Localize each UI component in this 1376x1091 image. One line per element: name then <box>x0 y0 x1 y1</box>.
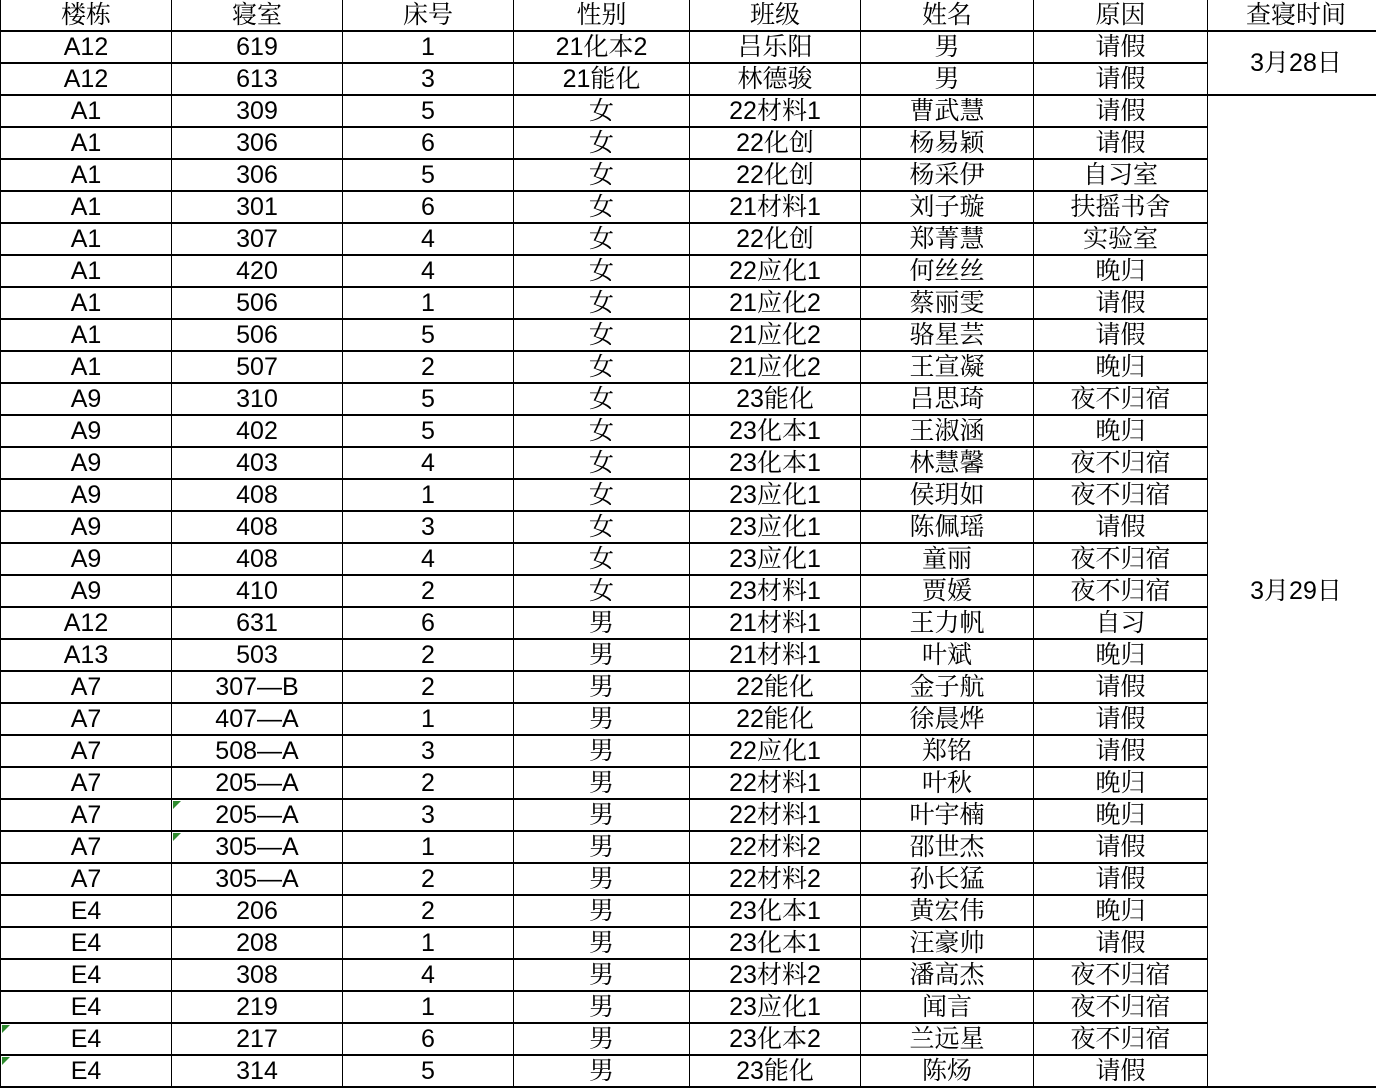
cell-class[interactable]: 22能化 <box>690 703 861 735</box>
cell-gender[interactable]: 女 <box>514 415 690 447</box>
table-row <box>1 831 1376 863</box>
cell-reason[interactable]: 请假 <box>1034 95 1208 127</box>
cell-class[interactable]: 23应化1 <box>690 479 861 511</box>
table-row <box>1 479 1376 511</box>
cell-bed[interactable]: 6 <box>343 127 514 159</box>
cell-name[interactable]: 王淑涵 <box>861 415 1034 447</box>
cell-class[interactable]: 21材料1 <box>690 639 861 671</box>
cell-gender[interactable]: 男 <box>514 799 690 831</box>
cell-class[interactable]: 22材料2 <box>690 863 861 895</box>
cell-name[interactable]: 王宣凝 <box>861 351 1034 383</box>
table-row <box>1 703 1376 735</box>
cell-gender[interactable]: 男 <box>514 959 690 991</box>
cell-building[interactable]: A9 <box>1 575 172 607</box>
cell-gender[interactable]: 女 <box>514 511 690 543</box>
cell-class[interactable]: 22材料1 <box>690 767 861 799</box>
cell-error-indicator-icon <box>173 833 181 841</box>
cell-room[interactable]: 310 <box>172 383 343 415</box>
table-row <box>1 31 1376 63</box>
cell-gender[interactable]: 女 <box>514 543 690 575</box>
cell-class[interactable]: 吕乐阳 <box>690 31 861 63</box>
cell-class[interactable]: 22化创 <box>690 223 861 255</box>
cell-class[interactable]: 22能化 <box>690 671 861 703</box>
table-row <box>1 639 1376 671</box>
cell-reason[interactable]: 晚归 <box>1034 639 1208 671</box>
table-row <box>1 223 1376 255</box>
cell-gender[interactable]: 21化本2 <box>514 31 690 63</box>
cell-building[interactable]: E4 <box>1 1055 172 1087</box>
cell-room[interactable]: 420 <box>172 255 343 287</box>
cell-class[interactable]: 23应化1 <box>690 543 861 575</box>
cell-class[interactable]: 22材料1 <box>690 95 861 127</box>
cell-room[interactable]: 301 <box>172 191 343 223</box>
cell-room[interactable]: 631 <box>172 607 343 639</box>
cell-bed[interactable]: 4 <box>343 543 514 575</box>
column-header-room[interactable]: 寝室 <box>172 0 343 31</box>
cell-gender[interactable]: 男 <box>514 831 690 863</box>
cell-class[interactable]: 22材料1 <box>690 799 861 831</box>
cell-class[interactable]: 23化本2 <box>690 1023 861 1055</box>
cell-reason[interactable]: 请假 <box>1034 287 1208 319</box>
cell-bed[interactable]: 3 <box>343 63 514 95</box>
cell-bed[interactable]: 6 <box>343 607 514 639</box>
cell-building[interactable]: A13 <box>1 639 172 671</box>
cell-gender[interactable]: 女 <box>514 575 690 607</box>
cell-room[interactable]: 407—A <box>172 703 343 735</box>
cell-room[interactable]: 306 <box>172 127 343 159</box>
cell-name[interactable]: 孙长猛 <box>861 863 1034 895</box>
cell-room[interactable]: 503 <box>172 639 343 671</box>
table-row <box>1 607 1376 639</box>
table-header <box>1 0 1376 31</box>
cell-reason[interactable]: 请假 <box>1034 863 1208 895</box>
table-row <box>1 415 1376 447</box>
cell-room[interactable]: 408 <box>172 511 343 543</box>
table-row <box>1 543 1376 575</box>
cell-gender[interactable]: 女 <box>514 95 690 127</box>
cell-building[interactable]: A1 <box>1 159 172 191</box>
cell-bed[interactable]: 5 <box>343 415 514 447</box>
cell-bed[interactable]: 4 <box>343 959 514 991</box>
cell-reason[interactable]: 夜不归宿 <box>1034 383 1208 415</box>
cell-reason[interactable]: 夜不归宿 <box>1034 991 1208 1023</box>
cell-building[interactable]: A1 <box>1 351 172 383</box>
cell-reason[interactable]: 扶摇书舍 <box>1034 191 1208 223</box>
cell-room[interactable]: 307 <box>172 223 343 255</box>
cell-room[interactable]: 308 <box>172 959 343 991</box>
cell-bed[interactable]: 4 <box>343 223 514 255</box>
cell-room[interactable]: 408 <box>172 543 343 575</box>
table-row <box>1 1023 1376 1055</box>
cell-gender[interactable]: 男 <box>514 1023 690 1055</box>
cell-building[interactable]: E4 <box>1 991 172 1023</box>
cell-bed[interactable]: 3 <box>343 511 514 543</box>
cell-bed[interactable]: 2 <box>343 863 514 895</box>
cell-name[interactable]: 王力帆 <box>861 607 1034 639</box>
cell-error-indicator-icon <box>173 801 181 809</box>
cell-gender[interactable]: 女 <box>514 351 690 383</box>
cell-gender[interactable]: 男 <box>514 735 690 767</box>
cell-class[interactable]: 23材料2 <box>690 959 861 991</box>
cell-bed[interactable]: 5 <box>343 159 514 191</box>
table-row <box>1 671 1376 703</box>
cell-class[interactable]: 23化本1 <box>690 415 861 447</box>
table-row <box>1 255 1376 287</box>
cell-building[interactable]: A9 <box>1 479 172 511</box>
cell-bed[interactable]: 6 <box>343 191 514 223</box>
cell-building[interactable]: A1 <box>1 223 172 255</box>
cell-building[interactable]: A9 <box>1 415 172 447</box>
cell-reason[interactable]: 夜不归宿 <box>1034 447 1208 479</box>
cell-room[interactable]: 217 <box>172 1023 343 1055</box>
cell-building[interactable]: A1 <box>1 255 172 287</box>
cell-gender[interactable]: 男 <box>514 895 690 927</box>
cell-bed[interactable]: 2 <box>343 671 514 703</box>
cell-name[interactable]: 黄宏伟 <box>861 895 1034 927</box>
cell-name[interactable]: 林慧馨 <box>861 447 1034 479</box>
cell-room[interactable]: 305—A <box>172 831 343 863</box>
cell-gender[interactable]: 男 <box>514 1055 690 1087</box>
cell-gender[interactable]: 女 <box>514 383 690 415</box>
cell-room[interactable]: 305—A <box>172 863 343 895</box>
cell-bed[interactable]: 1 <box>343 479 514 511</box>
column-header-reason[interactable]: 原因 <box>1034 0 1208 31</box>
cell-reason[interactable]: 请假 <box>1034 927 1208 959</box>
column-header-name[interactable]: 姓名 <box>861 0 1034 31</box>
cell-class[interactable]: 21应化2 <box>690 319 861 351</box>
cell-name[interactable]: 蔡丽雯 <box>861 287 1034 319</box>
cell-reason[interactable]: 实验室 <box>1034 223 1208 255</box>
cell-bed[interactable]: 5 <box>343 1055 514 1087</box>
cell-building[interactable]: A7 <box>1 831 172 863</box>
cell-room[interactable]: 205—A <box>172 767 343 799</box>
cell-class[interactable]: 林德骏 <box>690 63 861 95</box>
cell-reason[interactable]: 请假 <box>1034 671 1208 703</box>
cell-name[interactable]: 徐晨烨 <box>861 703 1034 735</box>
cell-reason[interactable]: 请假 <box>1034 703 1208 735</box>
cell-bed[interactable]: 1 <box>343 31 514 63</box>
cell-class[interactable]: 23化本1 <box>690 895 861 927</box>
table-row <box>1 895 1376 927</box>
cell-building[interactable]: E4 <box>1 895 172 927</box>
cell-building[interactable]: A12 <box>1 607 172 639</box>
cell-reason[interactable]: 请假 <box>1034 511 1208 543</box>
cell-room[interactable]: 506 <box>172 287 343 319</box>
cell-class[interactable]: 23能化 <box>690 383 861 415</box>
cell-name[interactable]: 郑菁慧 <box>861 223 1034 255</box>
table-row <box>1 319 1376 351</box>
cell-room[interactable]: 508—A <box>172 735 343 767</box>
cell-building[interactable]: E4 <box>1 959 172 991</box>
table-row <box>1 95 1376 127</box>
cell-reason[interactable]: 请假 <box>1034 319 1208 351</box>
table-row <box>1 511 1376 543</box>
cell-room[interactable]: 306 <box>172 159 343 191</box>
cell-room[interactable]: 408 <box>172 479 343 511</box>
table-row <box>1 159 1376 191</box>
cell-gender[interactable]: 女 <box>514 447 690 479</box>
cell-bed[interactable]: 1 <box>343 927 514 959</box>
table-row <box>1 959 1376 991</box>
cell-class[interactable]: 22化创 <box>690 159 861 191</box>
cell-class[interactable]: 22应化1 <box>690 735 861 767</box>
cell-class[interactable]: 23材料1 <box>690 575 861 607</box>
cell-reason[interactable]: 晚归 <box>1034 351 1208 383</box>
cell-bed[interactable]: 6 <box>343 1023 514 1055</box>
column-header-gender[interactable]: 性别 <box>514 0 690 31</box>
cell-class[interactable]: 23应化1 <box>690 511 861 543</box>
cell-reason[interactable]: 晚归 <box>1034 767 1208 799</box>
cell-name[interactable]: 杨易颖 <box>861 127 1034 159</box>
cell-building[interactable]: A9 <box>1 447 172 479</box>
table-row <box>1 863 1376 895</box>
cell-gender[interactable]: 女 <box>514 479 690 511</box>
cell-gender[interactable]: 女 <box>514 255 690 287</box>
cell-building[interactable]: E4 <box>1 1023 172 1055</box>
cell-name[interactable]: 杨采伊 <box>861 159 1034 191</box>
table-row <box>1 447 1376 479</box>
cell-room[interactable]: 309 <box>172 95 343 127</box>
cell-building[interactable]: A1 <box>1 95 172 127</box>
cell-gender[interactable]: 女 <box>514 287 690 319</box>
cell-name[interactable]: 侯玥如 <box>861 479 1034 511</box>
cell-gender[interactable]: 男 <box>514 703 690 735</box>
cell-name[interactable]: 金子航 <box>861 671 1034 703</box>
cell-name[interactable]: 叶秋 <box>861 767 1034 799</box>
table-row <box>1 191 1376 223</box>
cell-reason[interactable]: 夜不归宿 <box>1034 543 1208 575</box>
table-row <box>1 63 1376 95</box>
cell-name[interactable]: 何丝丝 <box>861 255 1034 287</box>
table-row <box>1 799 1376 831</box>
cell-gender[interactable]: 男 <box>514 767 690 799</box>
column-header-class[interactable]: 班级 <box>690 0 861 31</box>
cell-name[interactable]: 男 <box>861 31 1034 63</box>
cell-name[interactable]: 叶斌 <box>861 639 1034 671</box>
cell-room[interactable]: 507 <box>172 351 343 383</box>
cell-reason[interactable]: 请假 <box>1034 735 1208 767</box>
cell-name[interactable]: 叶宇楠 <box>861 799 1034 831</box>
table-row <box>1 575 1376 607</box>
cell-gender[interactable]: 女 <box>514 159 690 191</box>
table-row <box>1 127 1376 159</box>
cell-building[interactable]: A1 <box>1 127 172 159</box>
cell-building[interactable]: A7 <box>1 735 172 767</box>
cell-reason[interactable]: 请假 <box>1034 31 1208 63</box>
cell-bed[interactable]: 4 <box>343 447 514 479</box>
cell-building[interactable]: A1 <box>1 191 172 223</box>
cell-room[interactable]: 506 <box>172 319 343 351</box>
cell-room[interactable]: 307—B <box>172 671 343 703</box>
cell-gender[interactable]: 男 <box>514 927 690 959</box>
cell-name[interactable]: 陈炀 <box>861 1055 1034 1087</box>
table-row <box>1 383 1376 415</box>
cell-building[interactable]: E4 <box>1 927 172 959</box>
cell-room[interactable]: 208 <box>172 927 343 959</box>
cell-room[interactable]: 205—A <box>172 799 343 831</box>
cell-reason[interactable]: 晚归 <box>1034 255 1208 287</box>
cell-reason[interactable]: 夜不归宿 <box>1034 1023 1208 1055</box>
cell-room[interactable]: 613 <box>172 63 343 95</box>
cell-building[interactable]: A1 <box>1 319 172 351</box>
cell-name[interactable]: 刘子璇 <box>861 191 1034 223</box>
cell-name[interactable]: 汪豪帅 <box>861 927 1034 959</box>
table-body <box>1 31 1376 1087</box>
column-header-check-time[interactable]: 查寝时间 <box>1208 0 1376 31</box>
cell-class[interactable]: 22化创 <box>690 127 861 159</box>
cell-class[interactable]: 22应化1 <box>690 255 861 287</box>
cell-name[interactable]: 男 <box>861 63 1034 95</box>
cell-name[interactable]: 闻言 <box>861 991 1034 1023</box>
cell-room[interactable]: 403 <box>172 447 343 479</box>
cell-reason[interactable]: 晚归 <box>1034 799 1208 831</box>
cell-class[interactable]: 21应化2 <box>690 351 861 383</box>
cell-class[interactable]: 23化本1 <box>690 447 861 479</box>
cell-bed[interactable]: 1 <box>343 287 514 319</box>
cell-bed[interactable]: 5 <box>343 319 514 351</box>
cell-bed[interactable]: 2 <box>343 351 514 383</box>
cell-name[interactable]: 郑铭 <box>861 735 1034 767</box>
cell-name[interactable]: 曹武慧 <box>861 95 1034 127</box>
cell-bed[interactable]: 2 <box>343 639 514 671</box>
cell-name[interactable]: 陈佩瑶 <box>861 511 1034 543</box>
cell-building[interactable]: A12 <box>1 31 172 63</box>
cell-building[interactable]: A7 <box>1 799 172 831</box>
cell-bed[interactable]: 2 <box>343 767 514 799</box>
cell-building[interactable]: A7 <box>1 863 172 895</box>
cell-class[interactable]: 21材料1 <box>690 191 861 223</box>
column-header-bed[interactable]: 床号 <box>343 0 514 31</box>
cell-gender[interactable]: 女 <box>514 127 690 159</box>
cell-building[interactable]: A7 <box>1 767 172 799</box>
cell-class[interactable]: 23应化1 <box>690 991 861 1023</box>
table-row <box>1 351 1376 383</box>
column-header-building[interactable]: 楼栋 <box>1 0 172 31</box>
cell-name[interactable]: 骆星芸 <box>861 319 1034 351</box>
cell-room[interactable]: 619 <box>172 31 343 63</box>
cell-building[interactable]: A9 <box>1 383 172 415</box>
cell-class[interactable]: 23化本1 <box>690 927 861 959</box>
cell-reason[interactable]: 请假 <box>1034 63 1208 95</box>
cell-reason[interactable]: 晚归 <box>1034 895 1208 927</box>
cell-building[interactable]: A12 <box>1 63 172 95</box>
cell-bed[interactable]: 2 <box>343 575 514 607</box>
table-row <box>1 287 1376 319</box>
cell-building[interactable]: A7 <box>1 703 172 735</box>
cell-name[interactable]: 童丽 <box>861 543 1034 575</box>
cell-bed[interactable]: 4 <box>343 255 514 287</box>
cell-gender[interactable]: 男 <box>514 671 690 703</box>
cell-class[interactable]: 22材料2 <box>690 831 861 863</box>
cell-name[interactable]: 潘高杰 <box>861 959 1034 991</box>
cell-name[interactable]: 吕思琦 <box>861 383 1034 415</box>
cell-reason[interactable]: 请假 <box>1034 127 1208 159</box>
cell-building[interactable]: A9 <box>1 543 172 575</box>
table-row <box>1 927 1376 959</box>
cell-reason[interactable]: 请假 <box>1034 1055 1208 1087</box>
cell-name[interactable]: 贾媛 <box>861 575 1034 607</box>
cell-room[interactable]: 206 <box>172 895 343 927</box>
cell-reason[interactable]: 自习 <box>1034 607 1208 639</box>
cell-class[interactable]: 21应化2 <box>690 287 861 319</box>
cell-building[interactable]: A1 <box>1 287 172 319</box>
cell-room[interactable]: 219 <box>172 991 343 1023</box>
cell-building[interactable]: A9 <box>1 511 172 543</box>
cell-name[interactable]: 邵世杰 <box>861 831 1034 863</box>
cell-gender[interactable]: 男 <box>514 607 690 639</box>
cell-reason[interactable]: 自习室 <box>1034 159 1208 191</box>
cell-gender[interactable]: 女 <box>514 191 690 223</box>
table-row <box>1 767 1376 799</box>
cell-bed[interactable]: 2 <box>343 895 514 927</box>
cell-gender[interactable]: 女 <box>514 319 690 351</box>
cell-reason[interactable]: 夜不归宿 <box>1034 575 1208 607</box>
table-row <box>1 735 1376 767</box>
cell-reason[interactable]: 夜不归宿 <box>1034 479 1208 511</box>
header-row <box>1 0 1376 31</box>
cell-gender[interactable]: 男 <box>514 639 690 671</box>
cell-bed[interactable]: 3 <box>343 799 514 831</box>
cell-reason[interactable]: 夜不归宿 <box>1034 959 1208 991</box>
cell-bed[interactable]: 1 <box>343 991 514 1023</box>
cell-building[interactable]: A7 <box>1 671 172 703</box>
cell-class[interactable]: 23能化 <box>690 1055 861 1087</box>
cell-gender[interactable]: 21能化 <box>514 63 690 95</box>
cell-room[interactable]: 402 <box>172 415 343 447</box>
cell-gender[interactable]: 男 <box>514 991 690 1023</box>
table-row <box>1 1055 1376 1087</box>
cell-bed[interactable]: 3 <box>343 735 514 767</box>
cell-error-indicator-icon <box>2 1057 10 1065</box>
cell-bed[interactable]: 5 <box>343 95 514 127</box>
cell-error-indicator-icon <box>2 1025 10 1033</box>
cell-gender[interactable]: 女 <box>514 223 690 255</box>
cell-name[interactable]: 兰远星 <box>861 1023 1034 1055</box>
cell-class[interactable]: 21材料1 <box>690 607 861 639</box>
cell-room[interactable]: 410 <box>172 575 343 607</box>
cell-check-time[interactable]: 3月28日 <box>1208 31 1376 95</box>
cell-bed[interactable]: 5 <box>343 383 514 415</box>
cell-check-time[interactable]: 3月29日 <box>1208 95 1376 1087</box>
cell-bed[interactable]: 1 <box>343 703 514 735</box>
table-row <box>1 991 1376 1023</box>
cell-gender[interactable]: 男 <box>514 863 690 895</box>
cell-room[interactable]: 314 <box>172 1055 343 1087</box>
cell-reason[interactable]: 请假 <box>1034 831 1208 863</box>
cell-bed[interactable]: 1 <box>343 831 514 863</box>
cell-reason[interactable]: 晚归 <box>1034 415 1208 447</box>
